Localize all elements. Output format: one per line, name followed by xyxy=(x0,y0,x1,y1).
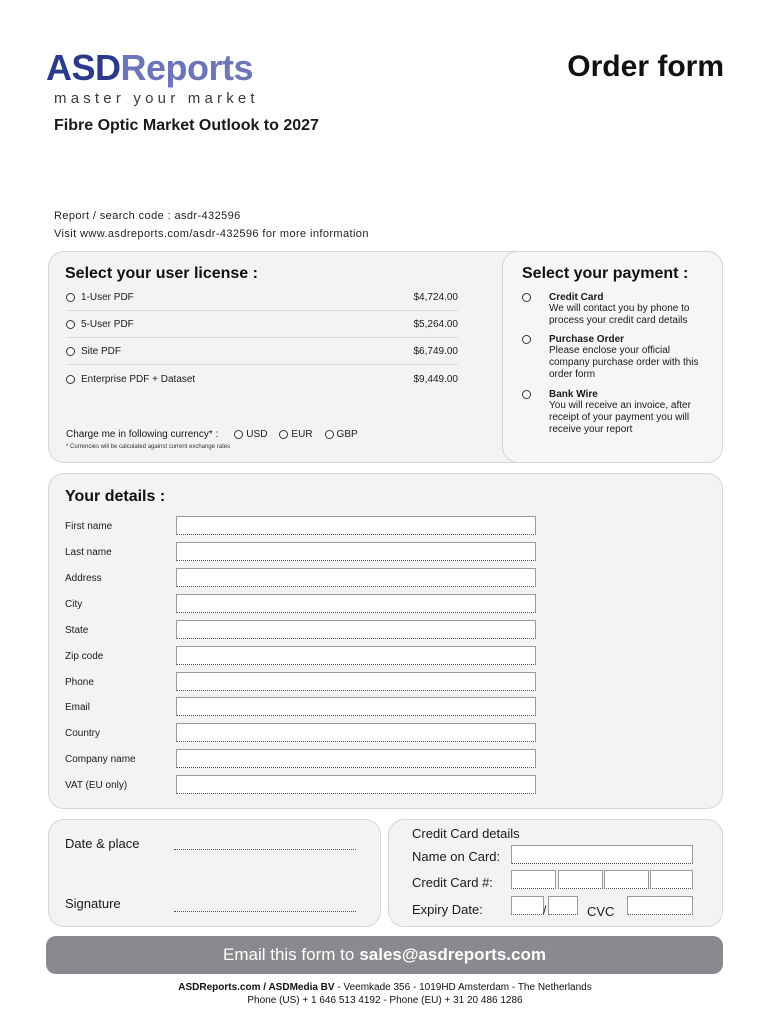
payment-option-title: Credit Card xyxy=(549,292,604,303)
currency-gbp[interactable] xyxy=(325,429,358,440)
credit-card-title: Credit Card details xyxy=(412,826,520,841)
license-option-5user[interactable] xyxy=(66,311,458,338)
email-input[interactable] xyxy=(176,697,536,716)
card-number-input-3[interactable] xyxy=(604,870,649,889)
radio-icon[interactable] xyxy=(234,430,243,439)
payment-option-desc: We will contact you by phone to process your credit card details xyxy=(549,303,690,326)
name-on-card-input[interactable] xyxy=(511,845,693,864)
date-place-label: Date & place xyxy=(65,836,140,851)
currency-label: Charge me in following currency* : xyxy=(66,429,219,440)
city-input[interactable] xyxy=(176,594,536,613)
logo-part2: Reports xyxy=(120,47,254,88)
date-place-line[interactable] xyxy=(174,849,356,850)
state-input[interactable] xyxy=(176,620,536,639)
license-name: 1-User PDF xyxy=(81,291,134,303)
radio-icon[interactable] xyxy=(66,347,75,356)
card-number-input-2[interactable] xyxy=(558,870,603,889)
footer-address xyxy=(0,982,770,993)
payment-option-desc: Please enclose your official company purchase order with this order form xyxy=(549,345,699,380)
radio-icon[interactable] xyxy=(66,320,75,329)
radio-icon[interactable] xyxy=(279,430,288,439)
license-name: Enterprise PDF + Dataset xyxy=(81,374,196,385)
card-number-input-4[interactable] xyxy=(650,870,693,889)
vat-input[interactable] xyxy=(176,775,536,794)
payment-option-credit-card[interactable] xyxy=(522,292,712,327)
payment-option-title: Purchase Order xyxy=(549,334,625,345)
license-price: $4,724.00 xyxy=(413,291,458,303)
footer-phones: Phone (US) + 1 646 513 4192 - Phone (EU) + 31 20 486 1286 xyxy=(247,995,523,1006)
email-prefix: Email this form to xyxy=(223,945,355,964)
report-title: Fibre Optic Market Outlook to 2027 xyxy=(54,117,319,134)
tagline: master your market xyxy=(54,90,259,107)
radio-icon[interactable] xyxy=(522,390,531,399)
license-price: $9,449.00 xyxy=(413,374,458,385)
field-label: Address xyxy=(65,573,102,584)
license-option-enterprise[interactable] xyxy=(66,366,458,393)
payment-option-desc: You will receive an invoice, after receipt of your payment you will receive your report xyxy=(549,400,691,435)
field-label: Last name xyxy=(65,547,112,558)
license-option-site[interactable] xyxy=(66,338,458,365)
currency-usd[interactable] xyxy=(234,429,267,440)
field-label: Company name xyxy=(65,754,136,765)
zip-code-input[interactable] xyxy=(176,646,536,665)
field-label: First name xyxy=(65,521,113,532)
footer-address-text: - Veemkade 356 - 1019HD Amsterdam - The Netherlands xyxy=(334,982,592,993)
expiry-separator: / xyxy=(543,903,547,917)
email-address-link[interactable]: sales@asdreports.com xyxy=(359,945,546,964)
details-title: Your details : xyxy=(65,488,166,505)
first-name-input[interactable] xyxy=(176,516,536,535)
payment-option-purchase-order[interactable] xyxy=(522,334,712,381)
payment-option-title: Bank Wire xyxy=(549,389,598,400)
logo xyxy=(46,47,254,88)
footer-company: ASDReports.com / ASDMedia BV xyxy=(178,982,335,993)
license-title: Select your user license : xyxy=(65,265,258,282)
license-name: Site PDF xyxy=(81,345,122,357)
visit-text: Visit www.asdreports.com/asdr-432596 for more information xyxy=(54,228,369,240)
card-number-input-1[interactable] xyxy=(511,870,556,889)
expiry-month-input[interactable] xyxy=(511,896,547,917)
radio-icon[interactable] xyxy=(66,293,75,302)
card-number-label: Credit Card #: xyxy=(412,875,493,890)
last-name-input[interactable] xyxy=(176,542,536,561)
radio-icon[interactable] xyxy=(522,335,531,344)
currency-label-gbp: GBP xyxy=(336,429,358,440)
email-bar[interactable] xyxy=(46,936,723,974)
cvc-label: CVC xyxy=(587,904,615,919)
currency-eur[interactable] xyxy=(279,429,312,440)
address-input[interactable] xyxy=(176,568,536,587)
currency-label-usd: USD xyxy=(246,429,268,440)
license-price: $5,264.00 xyxy=(413,318,458,330)
license-name: 5-User PDF xyxy=(81,318,134,330)
signature-label: Signature xyxy=(65,896,121,911)
cvc-input[interactable] xyxy=(627,896,693,915)
payment-title: Select your payment : xyxy=(522,265,689,282)
field-label: City xyxy=(65,599,83,610)
currency-selector xyxy=(66,429,358,440)
field-label: Country xyxy=(65,728,101,739)
phone-input[interactable] xyxy=(176,672,536,691)
radio-icon[interactable] xyxy=(522,293,531,302)
search-code: Report / search code : asdr-432596 xyxy=(54,210,241,222)
name-on-card-label: Name on Card: xyxy=(412,849,501,864)
license-price: $6,749.00 xyxy=(413,345,458,357)
field-label: Email xyxy=(65,702,91,713)
currency-label-eur: EUR xyxy=(291,429,313,440)
radio-icon[interactable] xyxy=(325,430,334,439)
currency-note: * Currencies will be calculated against current exchange rates xyxy=(66,444,231,450)
expiry-year-input[interactable] xyxy=(548,896,578,915)
signature-line[interactable] xyxy=(174,911,356,912)
expiry-date-label: Expiry Date: xyxy=(412,902,483,917)
field-label: VAT (EU only) xyxy=(65,780,128,791)
country-input[interactable] xyxy=(176,723,536,742)
payment-option-bank-wire[interactable] xyxy=(522,389,712,436)
field-label: Zip code xyxy=(65,651,104,662)
field-label: Phone xyxy=(65,677,94,688)
logo-part1: ASD xyxy=(46,47,121,88)
radio-icon[interactable] xyxy=(66,375,75,384)
company-name-input[interactable] xyxy=(176,749,536,768)
field-label: State xyxy=(65,625,89,636)
license-option-1user[interactable] xyxy=(66,284,458,311)
order-title: Order form xyxy=(567,50,724,83)
